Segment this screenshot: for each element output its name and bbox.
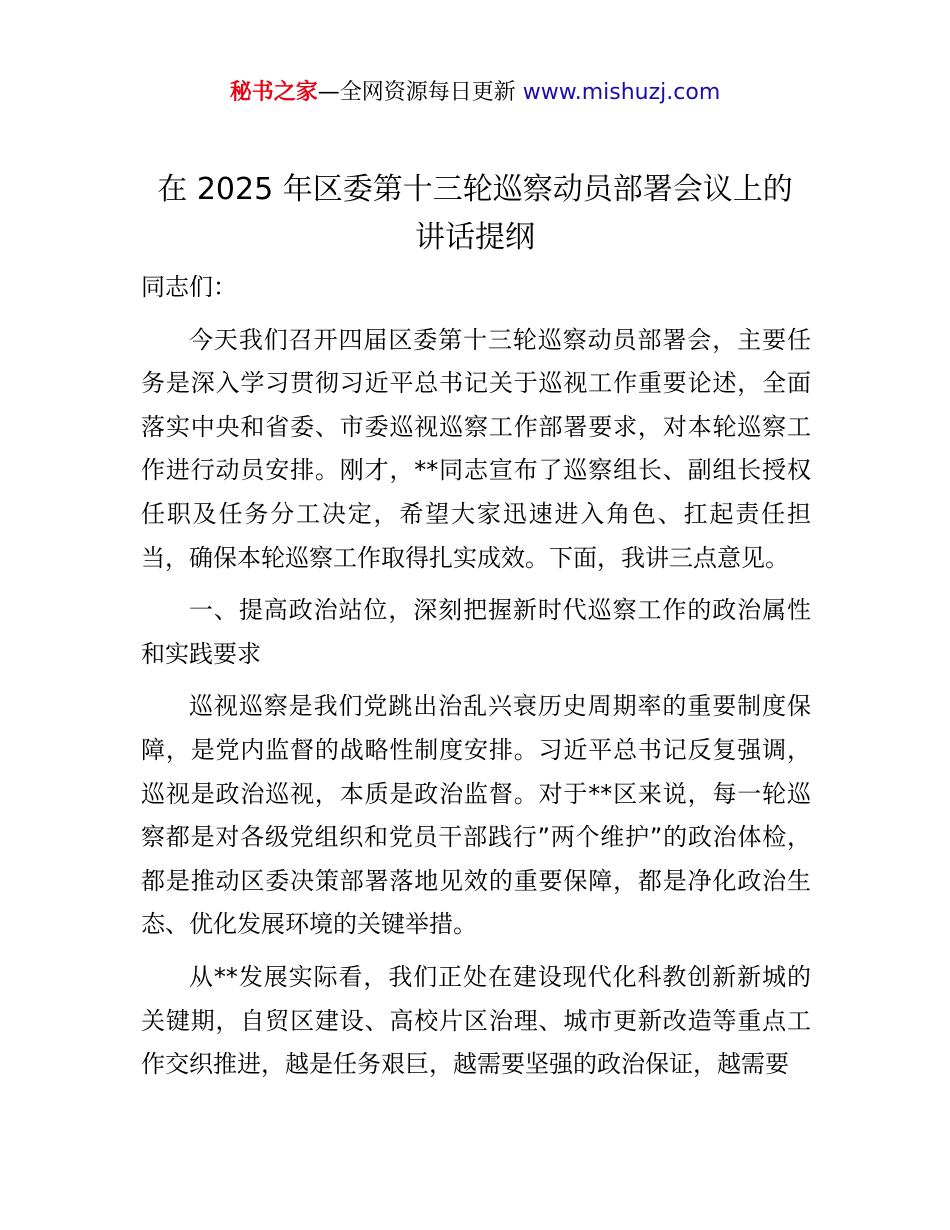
title-line-2: 讲话提纲 [415,220,535,255]
site-header [0,76,950,110]
body-paragraph: 今天我们召开四届区委第十三轮巡察动员部署会，主要任务是深入学习贯彻习近平总书记关于巡视工作重要论述，全面落实中央和省委、市委巡视巡察工作部署要求，对本轮巡察工作进行动员安排。刚才，**同志宣布了巡察组长、副组长授权任职及任务分工决定，希望大家迅速进入角色、扛起责任担当，确保本轮巡察工作取得扎实成效。下面，我讲三点意见。 [141,325,811,572]
salutation: 同志们： [141,273,237,301]
document-body [141,266,811,1087]
brand-name: 秘书之家 [229,80,318,105]
body-paragraph: 从**发展实际看，我们正处在建设现代化科教创新新城的关键期，自贸区建设、高校片区治理、城市更新改造等重点工作交织推进，越是任务艰巨，越需要坚强的政治保证，越需要 [141,962,811,1079]
site-tagline: —全网资源每日更新 [317,80,523,105]
document-title [120,166,830,262]
site-url-link[interactable]: www.mishuzj.com [522,80,721,105]
section-heading: 一、提高政治站位，深刻把握新时代巡察工作的政治属性和实践要求 [141,596,811,668]
title-line-1: 在 2025 年区委第十三轮巡察动员部署会议上的 [157,172,793,207]
body-paragraph: 巡视巡察是我们党跳出治乱兴衰历史周期率的重要制度保障，是党内监督的战略性制度安排。习近平总书记反复强调，巡视是政治巡视，本质是政治监督。对于**区来说，每一轮巡察都是对各级党组织和党员干部践行”两个维护”的政治体检，都是推动区委决策部署落地见效的重要保障，都是净化政治生态、优化发展环境的关键举措。 [141,692,811,939]
